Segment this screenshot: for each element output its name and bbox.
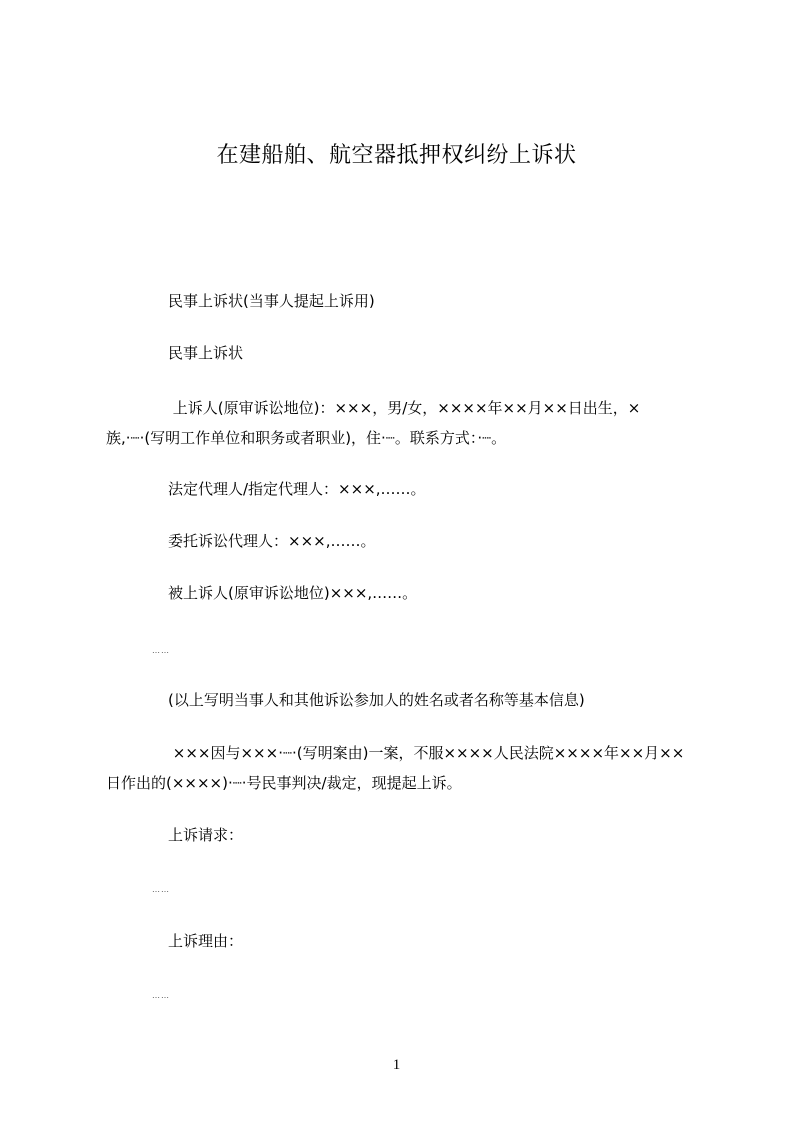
appellee-info: 被上诉人(原审诉讼地位)×××,……。	[168, 584, 418, 602]
appeal-requests-heading: 上诉请求：	[168, 826, 244, 844]
case-statement: ×××因与×××·┈·(写明案由)一案，不服××××人民法院××××年××月××日作出的(××××)·┈·号民事判决/裁定，现提起上诉。	[106, 744, 685, 792]
parties-note: (以上写明当事人和其他诉讼参加人的姓名或者名称等基本信息)	[168, 691, 585, 709]
form-type-line: 民事上诉状(当事人提起上诉用)	[168, 292, 375, 310]
page-number: 1	[392, 1057, 401, 1073]
legal-representative: 法定代理人/指定代理人：×××,……。	[168, 480, 426, 498]
document-title: 在建船舶、航空器抵押权纠纷上诉状	[216, 143, 577, 168]
ellipsis-placeholder: ……	[152, 885, 170, 894]
entrusted-agent: 委托诉讼代理人：×××,……。	[168, 532, 376, 550]
appeal-reasons-heading: 上诉理由：	[168, 932, 244, 950]
appellant-info: 上诉人(原审诉讼地位)：×××，男/女，××××年××月××日出生，×族,·┈·(写明工作单位和职务或者职业)，住·┈。联系方式：·┈。	[106, 399, 641, 447]
ellipsis-placeholder: ……	[152, 646, 170, 655]
ellipsis-placeholder: ……	[152, 991, 170, 1000]
document-heading: 民事上诉状	[168, 344, 244, 362]
